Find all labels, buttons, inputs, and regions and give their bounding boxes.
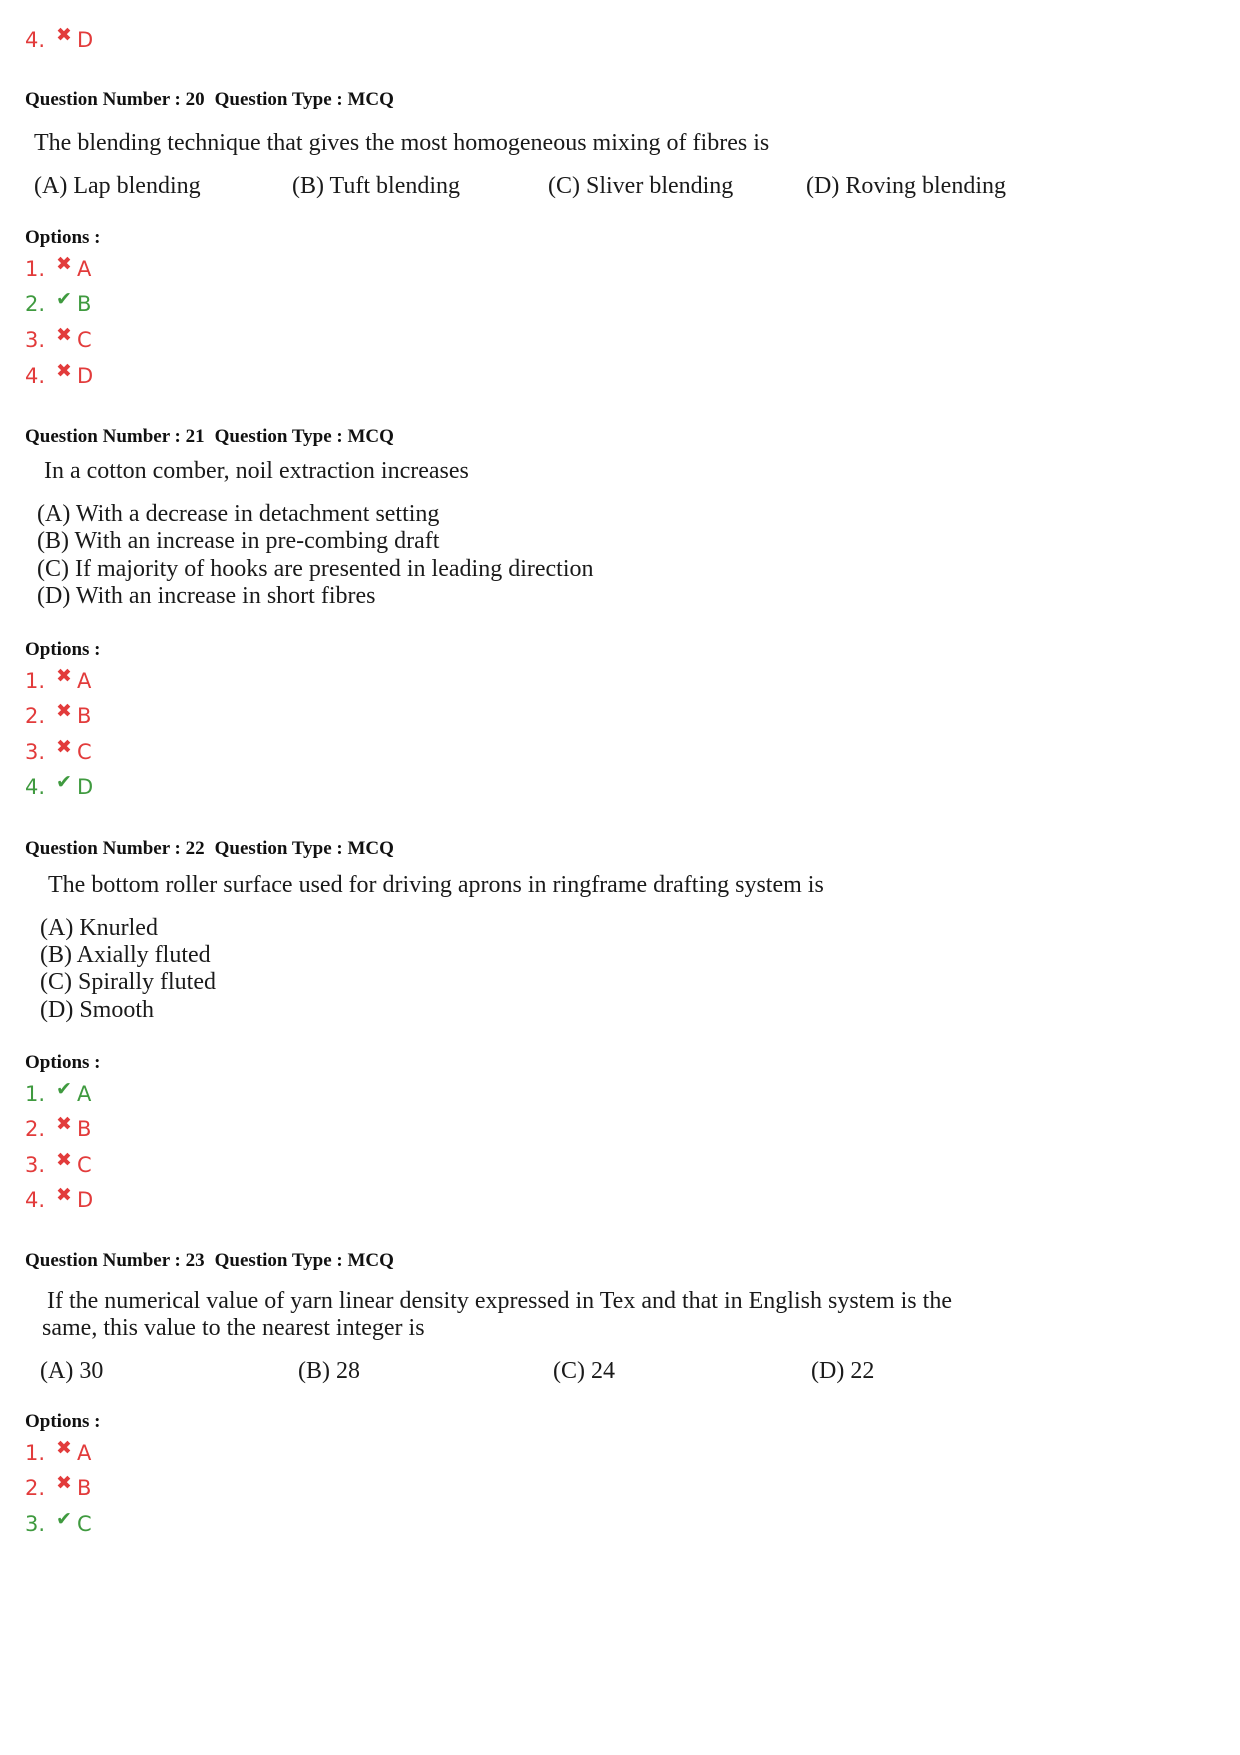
cross-icon: ✖ (56, 324, 72, 346)
question-header (25, 1250, 394, 1272)
cross-icon: ✖ (56, 1472, 72, 1494)
cross-icon: ✖ (56, 665, 72, 687)
option-label: B (77, 1476, 92, 1500)
question-header (25, 89, 394, 111)
option-label: C (77, 740, 92, 764)
option-row (25, 253, 92, 282)
answer-choice: (D) Roving blending (806, 173, 1006, 199)
option-row (25, 1184, 94, 1213)
option-row (25, 1508, 92, 1537)
check-icon: ✔ (56, 288, 72, 310)
option-number: 1. (25, 669, 46, 693)
option-number: 2. (25, 1476, 46, 1500)
option-label: A (77, 1082, 92, 1106)
option-number: 4. (25, 1188, 46, 1212)
question-number: 22 (185, 838, 205, 859)
option-row (25, 360, 94, 389)
option-label: A (77, 1441, 92, 1465)
option-row (25, 1113, 92, 1142)
question-type: MCQ (347, 1250, 394, 1271)
option-label: C (77, 328, 92, 352)
cross-icon: ✖ (56, 736, 72, 758)
option-number: 4. (25, 775, 46, 799)
question-type: MCQ (347, 89, 394, 110)
check-icon: ✔ (56, 1508, 72, 1530)
cross-icon: ✖ (56, 1437, 72, 1459)
option-row (25, 736, 92, 765)
cross-icon: ✖ (56, 700, 72, 722)
question-number-label: Question Number : (25, 426, 181, 447)
option-label: C (77, 1153, 92, 1177)
cross-icon: ✖ (56, 24, 72, 46)
option-label: D (77, 364, 94, 388)
answer-choice: (A) 30 (40, 1358, 104, 1384)
answer-choice: (C) 24 (553, 1358, 615, 1384)
option-number: 3. (25, 1512, 46, 1536)
cross-icon: ✖ (56, 1113, 72, 1135)
option-row (25, 1149, 92, 1178)
question-header (25, 838, 394, 860)
question-stem: The blending technique that gives the most homogeneous mixing of fibres is (34, 130, 770, 156)
option-number: 2. (25, 1117, 46, 1141)
options-heading: Options : (25, 639, 101, 660)
answer-choice: (C) Spirally fluted (40, 969, 216, 995)
option-number: 3. (25, 740, 46, 764)
option-row (25, 288, 92, 317)
answer-choice: (B) 28 (298, 1358, 360, 1384)
option-row (25, 24, 94, 53)
option-number: 2. (25, 292, 46, 316)
check-icon: ✔ (56, 1078, 72, 1100)
answer-choice: (B) With an increase in pre-combing draft (37, 528, 440, 554)
question-number: 20 (185, 89, 205, 110)
answer-choice: (D) Smooth (40, 997, 154, 1023)
options-heading: Options : (25, 1052, 101, 1073)
option-label: A (77, 669, 92, 693)
cross-icon: ✖ (56, 1184, 72, 1206)
options-heading: Options : (25, 1411, 101, 1432)
option-label: D (77, 28, 94, 52)
cross-icon: ✖ (56, 360, 72, 382)
option-number: 2. (25, 704, 46, 728)
answer-choice: (D) With an increase in short fibres (37, 583, 376, 609)
answer-choice: (B) Axially fluted (40, 942, 211, 968)
answer-choice: (A) Lap blending (34, 173, 201, 199)
option-number: 1. (25, 1441, 46, 1465)
option-label: D (77, 1188, 94, 1212)
question-number: 23 (185, 1250, 205, 1271)
option-label: A (77, 257, 92, 281)
question-stem-line: same, this value to the nearest integer is (42, 1315, 425, 1341)
question-stem-line: If the numerical value of yarn linear density expressed in Tex and that in English system is the (47, 1288, 952, 1314)
answer-choice: (B) Tuft blending (292, 173, 461, 199)
option-number: 3. (25, 328, 46, 352)
option-label: B (77, 704, 92, 728)
question-type: MCQ (347, 426, 394, 447)
question-number-label: Question Number : (25, 89, 181, 110)
option-label: C (77, 1512, 92, 1536)
option-label: B (77, 1117, 92, 1141)
question-type-label: Question Type : (214, 838, 343, 859)
answer-choice: (A) Knurled (40, 915, 158, 941)
question-type-label: Question Type : (214, 89, 343, 110)
option-row (25, 1472, 92, 1501)
option-number: 4. (25, 364, 46, 388)
answer-choice: (C) Sliver blending (548, 173, 734, 199)
option-number: 1. (25, 257, 46, 281)
question-type-label: Question Type : (214, 1250, 343, 1271)
option-number: 3. (25, 1153, 46, 1177)
option-label: B (77, 292, 92, 316)
option-row (25, 771, 94, 800)
question-stem: The bottom roller surface used for driving aprons in ringframe drafting system is (48, 872, 824, 898)
option-number: 4. (25, 28, 46, 52)
option-number: 1. (25, 1082, 46, 1106)
option-row (25, 324, 92, 353)
question-header (25, 426, 394, 448)
question-type: MCQ (347, 838, 394, 859)
answer-choice: (A) With a decrease in detachment setting (37, 501, 440, 527)
cross-icon: ✖ (56, 253, 72, 275)
option-label: D (77, 775, 94, 799)
option-row (25, 700, 92, 729)
question-number-label: Question Number : (25, 1250, 181, 1271)
question-type-label: Question Type : (214, 426, 343, 447)
answer-choice: (D) 22 (811, 1358, 875, 1384)
answer-choice: (C) If majority of hooks are presented in leading direction (37, 556, 594, 582)
question-stem: In a cotton comber, noil extraction increases (44, 458, 469, 484)
question-number-label: Question Number : (25, 838, 181, 859)
option-row (25, 1437, 92, 1466)
cross-icon: ✖ (56, 1149, 72, 1171)
options-heading: Options : (25, 227, 101, 248)
check-icon: ✔ (56, 771, 72, 793)
question-number: 21 (185, 426, 205, 447)
option-row (25, 665, 92, 694)
option-row (25, 1078, 92, 1107)
